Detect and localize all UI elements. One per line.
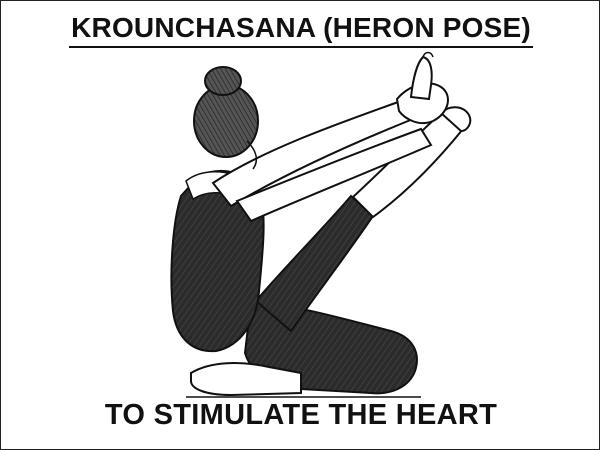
- title-text: KROUNCHASANA (HERON POSE): [69, 11, 533, 48]
- head: [194, 67, 258, 169]
- raised-foot: [411, 53, 433, 100]
- heron-pose-illustration: [1, 1, 600, 450]
- caption: TO STIMULATE THE HEART: [104, 399, 498, 431]
